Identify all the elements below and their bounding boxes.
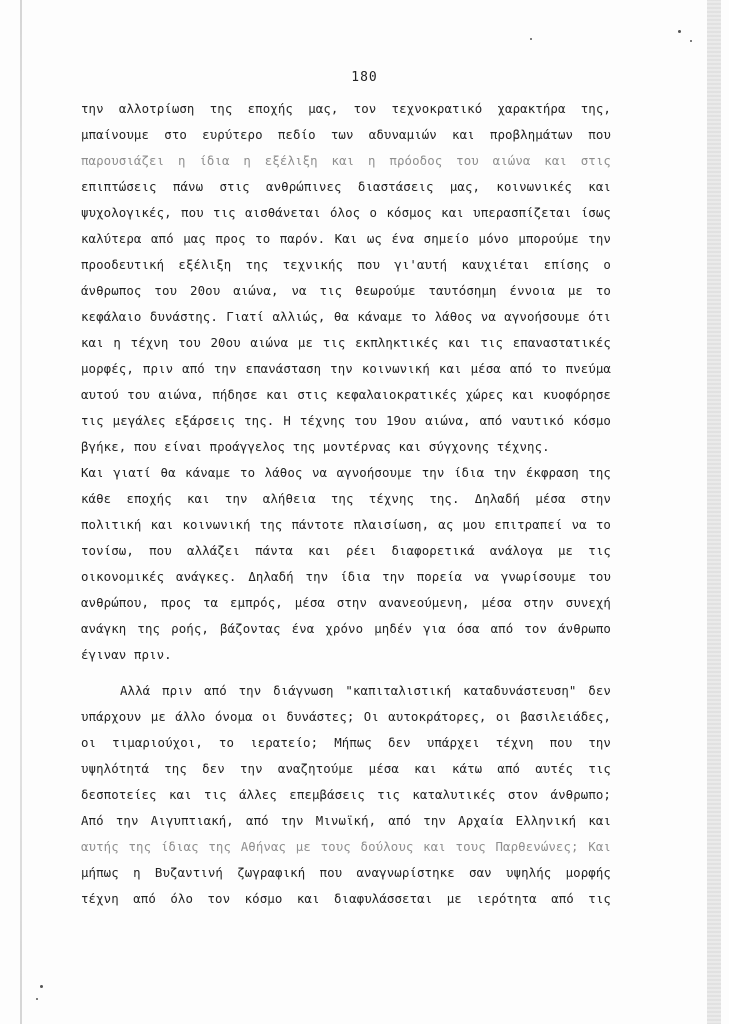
text-line: τονίσω, που αλλάζει πάντα και ρέει διαφορετικά ανάλογα με τις [81, 543, 611, 558]
text-line: δεσποτείες και τις άλλες επεμβάσεις τις καταλυτικές στον άνθρωπο; [81, 787, 611, 802]
text-line: ανθρώπου, προς τα εμπρός, μέσα στην ανανεούμενη, μέσα στην συνεχή [81, 595, 611, 610]
scan-speck [690, 40, 692, 42]
text-line: κεφάλαιο δυνάστης. Γιατί αλλιώς, θα κάναμε το λάθος να αγνοήσουμε ότι [81, 309, 611, 324]
text-line: αυτού του αιώνα, πήδησε και στις κεφαλαιοκρατικές χώρες και κυοφόρησε [81, 387, 611, 402]
scan-edge-left [20, 0, 22, 1024]
text-line: τις μεγάλες εξάρσεις της. Η τέχνης του 19ου αιώνα, από ναυτικό κόσμο [81, 413, 611, 428]
text-line: άνθρωπος του 20ου αιώνα, να τις θεωρούμε ταυτόσημη έννοια με το [81, 283, 611, 298]
text-line: Από την Αιγυπτιακή, από την Μινωϊκή, από την Αρχαία Ελληνική και [81, 813, 611, 828]
scan-speck [40, 985, 43, 988]
text-line: υπάρχουν με άλλο όνομα οι δυνάστες; Οι αυτοκράτορες, οι βασιλειάδες, [81, 709, 611, 724]
text-line: Αλλά πριν από την διάγνωση "καπιταλιστική καταδυνάστευση" δεν [120, 683, 611, 698]
text-line: καλύτερα από μας προς το παρόν. Και ως ένα σημείο μόνο μπορούμε την [81, 231, 611, 246]
text-line: ανάγκη της ροής, βάζοντας ένα χρόνο μηδέν για όσα από τον άνθρωπο [81, 621, 611, 636]
text-line: και η τέχνη του 20ου αιώνα με τις εκπληκτικές και τις επαναστατικές [81, 335, 611, 350]
page-number: 180 [351, 70, 378, 85]
text-line: Και γιατί θα κάναμε το λάθος να αγνοήσουμε την ίδια την έκφραση της [81, 465, 611, 480]
text-line: βγήκε, που είναι προάγγελος της μοντέρνας και σύγχονης τέχνης. [81, 439, 550, 454]
text-line: οι τιμαριούχοι, το ιερατείο; Μήπως δεν υπάρχει τέχνη που την [81, 735, 611, 750]
text-line: προοδευτική εξέλιξη της τεχνικής που γι'αυτή καυχιέται επίσης ο [81, 257, 611, 272]
text-line: μορφές, πριν από την επανάσταση την κοινωνική και μέσα από το πνεύμα [81, 361, 611, 376]
text-line: οικονομικές ανάγκες. Δηλαδή την ίδια την πορεία να γνωρίσουμε του [81, 569, 611, 584]
scan-speck [678, 30, 681, 33]
text-line: έγιναν πριν. [81, 647, 172, 662]
text-line: ψυχολογικές, που τις αισθάνεται όλος ο κόσμος και υπερασπίζεται ίσως [81, 205, 611, 220]
text-line: κάθε εποχής και την αλήθεια της τέχνης της. Δηλαδή μέσα στην [81, 491, 611, 506]
scan-speck [530, 38, 532, 40]
scan-edge-right [707, 0, 721, 1024]
text-line: την αλλοτρίωση της εποχής μας, τον τεχνοκρατικό χαρακτήρα της, [81, 101, 611, 116]
text-line: αυτής της ίδιας της Αθήνας με τους δούλους και τους Παρθενώνες; Και [81, 839, 611, 854]
text-line: μήπως η Βυζαντινή ζωγραφική που αναγνωρίστηκε σαν υψηλής μορφής [81, 865, 611, 880]
text-line: υψηλότητά της δεν την αναζητούμε μέσα και κάτω από αυτές τις [81, 761, 611, 776]
text-line: τέχνη από όλο τον κόσμο και διαφυλάσσεται με ιερότητα από τις [81, 891, 611, 906]
text-line: παρουσιάζει η ίδια η εξέλιξη και η πρόοδος του αιώνα και στις [81, 153, 611, 168]
text-line: πολιτική και κοινωνική της πάντοτε πλαισίωση, ας μου επιτραπεί να το [81, 517, 611, 532]
scan-speck [36, 998, 38, 1000]
text-line: επιπτώσεις πάνω στις ανθρώπινες διαστάσεις μας, κοινωνικές και [81, 179, 611, 194]
text-line: μπαίνουμε στο ευρύτερο πεδίο των αδυναμιών και προβλημάτων που [81, 127, 611, 142]
